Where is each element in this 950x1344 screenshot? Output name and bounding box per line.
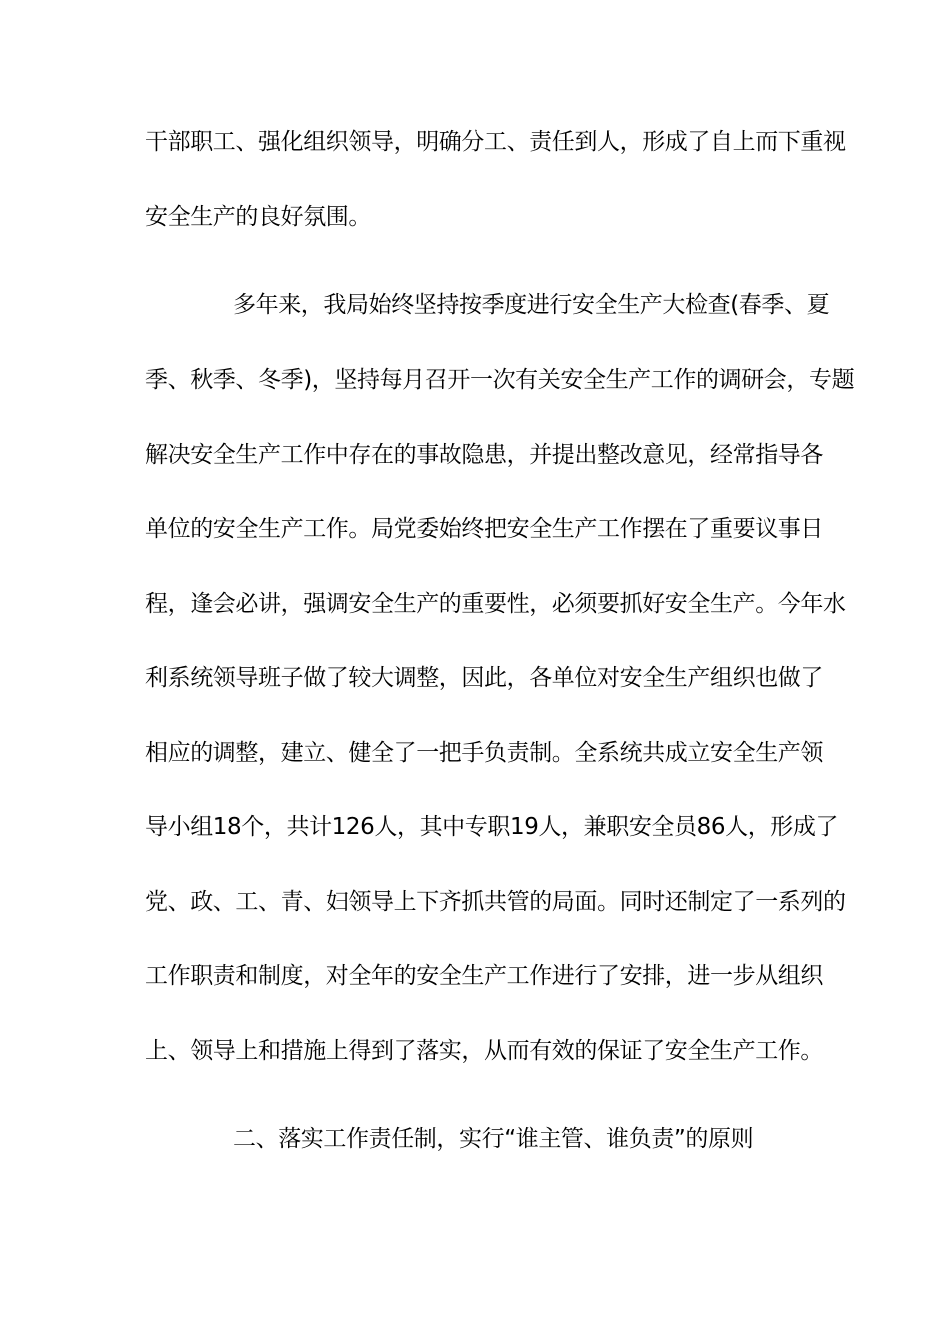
section-heading-2: 二、落实工作责任制，实行“谁主管、谁负责”的原则 (233, 1126, 754, 1152)
paragraph-2-line-2: 季、秋季、冬季)，坚持每月召开一次有关安全生产工作的调研会，专题 (145, 367, 855, 393)
paragraph-2-line-4: 单位的安全生产工作。局党委始终把安全生产工作摆在了重要议事日 (145, 516, 824, 542)
paragraph-2-line-3: 解决安全生产工作中存在的事故隐患，并提出整改意见，经常指导各 (145, 442, 824, 468)
paragraph-2-line-5: 程，逢会必讲，强调安全生产的重要性，必须要抓好安全生产。今年水 (145, 591, 846, 617)
paragraph-1-line-2: 安全生产的良好氛围。 (145, 204, 372, 230)
paragraph-2-line-7: 相应的调整，建立、健全了一把手负责制。全系统共成立安全生产领 (145, 740, 824, 766)
paragraph-2-line-1: 多年来，我局始终坚持按季度进行安全生产大检查(春季、夏 (233, 292, 830, 318)
paragraph-2-line-6: 利系统领导班子做了较大调整，因此，各单位对安全生产组织也做了 (145, 665, 824, 691)
paragraph-2-line-8: 导小组18个，共计126人，其中专职19人，兼职安全员86人，形成了 (145, 814, 839, 840)
paragraph-2-line-9: 党、政、工、青、妇领导上下齐抓共管的局面。同时还制定了一系列的 (145, 889, 846, 915)
paragraph-2-line-11: 上、领导上和措施上得到了落实，从而有效的保证了安全生产工作。 (145, 1038, 824, 1064)
paragraph-1-line-1: 干部职工、强化组织领导，明确分工、责任到人，形成了自上而下重视 (145, 129, 846, 155)
paragraph-2-line-10: 工作职责和制度，对全年的安全生产工作进行了安排，进一步从组织 (145, 963, 824, 989)
